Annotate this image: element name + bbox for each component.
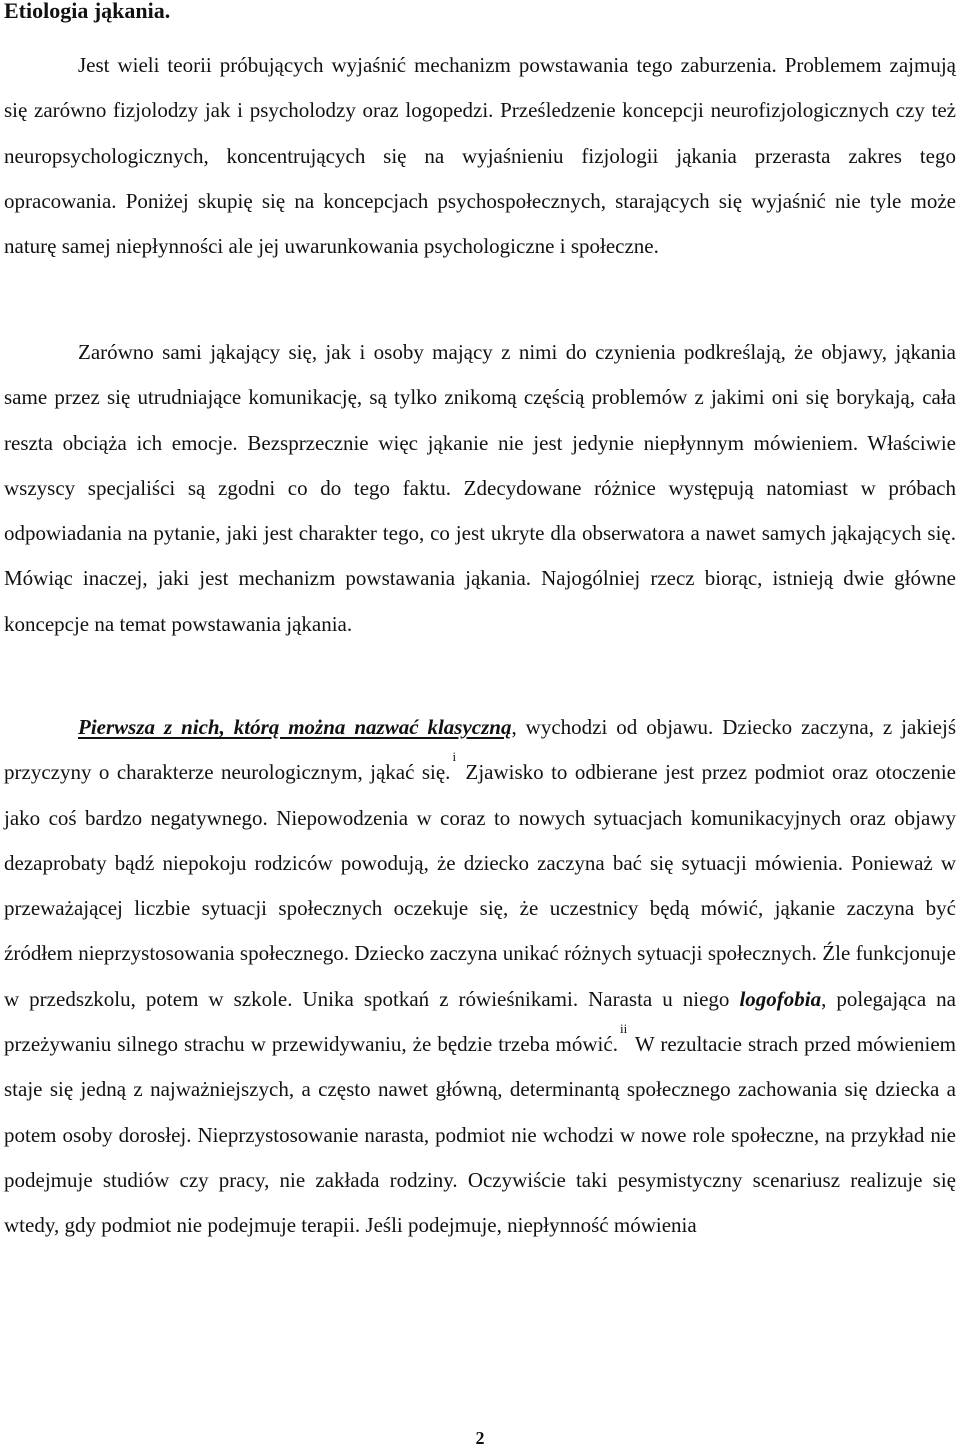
paragraph-text-part: W rezultacie strach przed mówieniem staje się jedną z najważniejszych, a często nawet główną, determinantą społecznego zachowania się dziecka a potem osoby dorosłej. Nieprzystosowanie narasta, podmiot nie wchodzi w nowe role społeczne, na przykład nie podejmuje studiów czy pracy, nie zakłada rodziny. Oczywiście taki pesymistyczny scenariusz realizuje się wtedy, gdy podmiot nie podejmuje terapii. Jeśli podejmuje, niepłynność mówienia <box>4 1032 956 1238</box>
paragraph-symptoms-text: Zarówno sami jąkający się, jak i osoby mający z nimi do czynienia podkreślają, że objawy, jąkania same przez się utrudniające komunikację, są tylko znikomą częścią problemów z jakimi oni się borykają, cała reszta obciąża ich emocje. Bezsprzecznie więc jąkanie nie jest jedynie niepłynnym mówieniem. Właściwie wszyscy specjaliści są zgodni co do tego faktu. Zdecydowane różnice występują natomiast w próbach odpowiadania na pytanie, jaki jest charakter tego, co jest ukryte dla obserwatora a nawet samych jąkających się. Mówiąc inaczej, jaki jest mechanizm powstawania jąkania. Najogólniej rzecz biorąc, istnieją dwie główne koncepcje na temat powstawania jąkania. <box>4 340 956 636</box>
paragraph-text-part: , wychodzi od objawu. Dziecko zaczyna, z jakiejś przyczyny o charakterze neurologicznym, jąkać się. <box>4 715 956 785</box>
paragraph-classic-concept <box>4 705 956 1249</box>
document-title: Etiologia jąkania. <box>4 0 171 23</box>
term-logofobia: logofobia <box>739 986 822 1011</box>
paragraph-symptoms <box>4 330 956 647</box>
paragraph-intro <box>4 43 956 269</box>
paragraph-intro-text: Jest wieli teorii próbujących wyjaśnić mechanizm powstawania tego zaburzenia. Problemem zajmują się zarówno fizjolodzy jak i psycholodzy oraz logopedzi. Prześledzenie koncepcji neurofizjologicznych czy też neuropsychologicznych, koncentrujących się na wyjaśnieniu fizjologii jąkania przerasta zakres tego opracowania. Poniżej skupię się na koncepcjach psychospołecznych, starających się wyjaśnić nie tyle może naturę samej niepłynności ale jej uwarunkowania psychologiczne i społeczne. <box>4 53 956 259</box>
paragraph-text-part: Zjawisko to odbierane jest przez podmiot oraz otoczenie jako coś bardzo negatywnego. Niepowodzenia w coraz to nowych sytuacjach komunikacyjnych oraz objawy dezaprobaty bądź niepokoju rodziców powodują, że dziecko zaczyna bać się sytuacji mówienia. Ponieważ w przeważającej liczbie sytuacji społecznych oczekuje się, że uczestnicy będą mówić, jąkanie zaczyna być źródłem nieprzystosowania społecznego. Dziecko zaczyna unikać różnych sytuacji społecznych. Źle funkcjonuje w przedszkolu, potem w szkole. Unika spotkań z rówieśnikami. Narasta u niego <box>4 760 956 1011</box>
footnote-marker[interactable]: ii <box>619 1021 628 1037</box>
footnote-marker[interactable]: i <box>452 749 457 765</box>
paragraph-text-part: , polegająca na przeżywaniu silnego strachu w przewidywaniu, że będzie trzeba mówić. <box>4 986 957 1057</box>
page-number: 2 <box>475 1428 485 1448</box>
emphasized-phrase: Pierwsza z nich, którą można nazwać klasyczną <box>78 715 512 739</box>
